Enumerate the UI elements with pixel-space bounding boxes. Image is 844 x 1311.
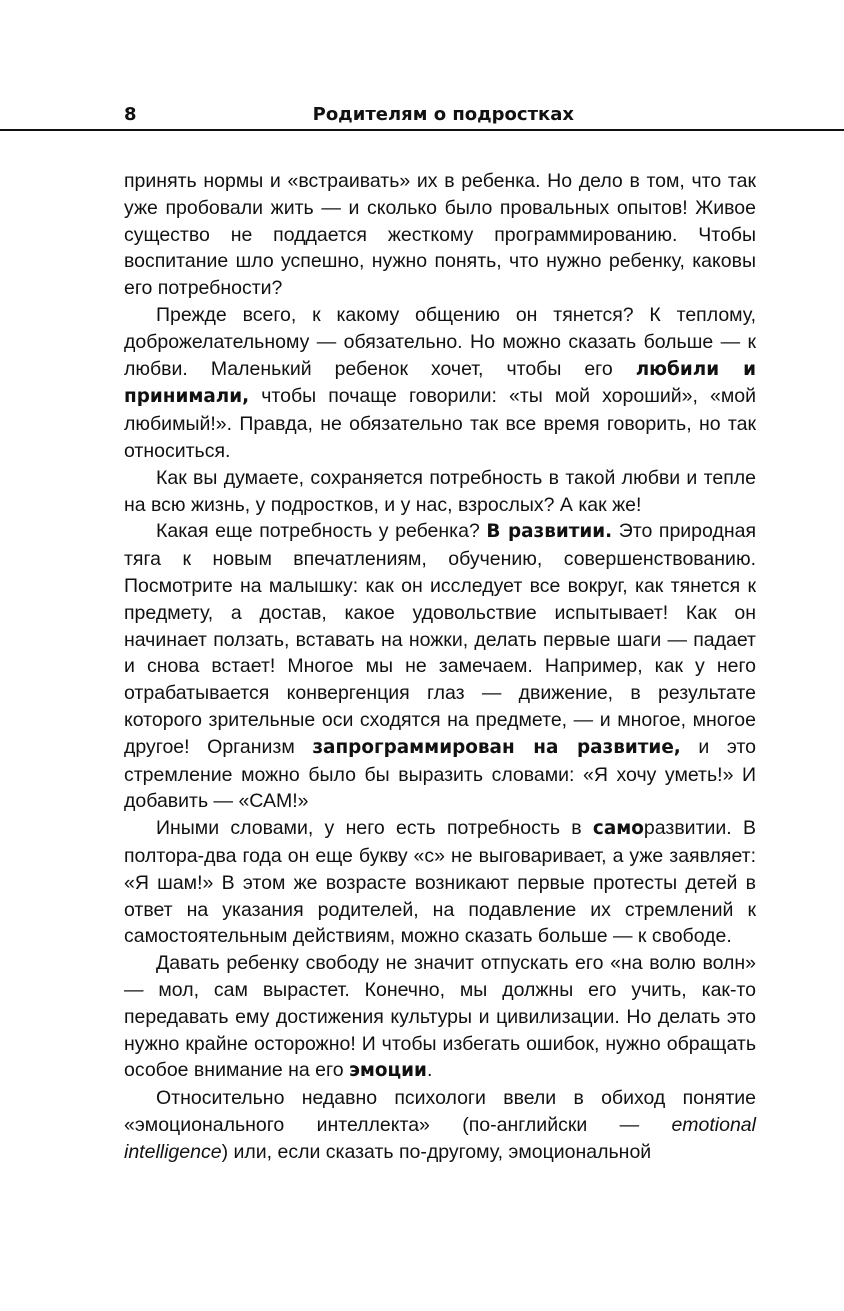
italic-phrase: emotional intelligence	[124, 1113, 756, 1163]
paragraph-text: и это стремление можно было бы выразить словами: «Я хочу уметь!» И добавить — «САМ!»	[124, 735, 757, 813]
paragraph-text: чтобы почаще говорили: «ты мой хороший», «мой любимый!». Правда, не обязательно так все время говорить, но так относиться.	[124, 385, 756, 462]
paragraph-text: Иными словами, у него есть потребность в	[156, 817, 593, 840]
body-text	[124, 168, 756, 1165]
paragraph-4	[124, 518, 756, 815]
paragraph-text: Давать ребенку свободу не значит отпускать его «на волю волн» — мол, сам вырастет. Конечно, мы должны его учить, как-то передавать ему достижения культуры и цивилизации. Но делать это нужно крайне осторожно! И чтобы избегать ошибок, нужно обращать особое внимание на его	[124, 952, 756, 1082]
paragraph-5	[124, 815, 756, 950]
paragraph-text: ) или, если сказать по-другому, эмоциональной	[221, 1140, 652, 1163]
bold-phrase: эмоции	[348, 1060, 427, 1082]
paragraph-7	[124, 1085, 756, 1165]
paragraph-text: Это природная тяга к новым впечатлениям, обучению, совершенствованию. Посмотрите на малышку: как он исследует все вокруг, как тянется к предмету, а достав, какое удовольствие испытывает! Как он начинает ползать, вставать на ножки, делать первые шаги — падает и снова встает! Многое мы не замечаем. Например, как у него отрабатывается конвергенция глаз — движение, в результате которого зрительные оси сходятся на предмете, — и многое, многое другое! Организм	[124, 520, 756, 758]
paragraph-text: Как вы думаете, сохраняется потребность в такой любви и тепле на всю жизнь, у подростков, и у нас, взрослых? А как же!	[124, 466, 756, 516]
page-number: 8	[124, 104, 137, 125]
paragraph-6	[124, 950, 756, 1085]
paragraph-text: Относительно недавно психологи ввели в обиход понятие «эмоционального интеллекта» (по-английски —	[124, 1087, 756, 1136]
bold-phrase: любили и принимали,	[124, 358, 756, 408]
bold-phrase: само	[592, 818, 644, 840]
paragraph-text: .	[426, 1059, 433, 1082]
paragraph-text: Прежде всего, к какому общению он тянется? К теплому, доброжелательному — обязательно. Но можно сказать больше — к любви. Маленький ребенок хочет, чтобы его	[124, 303, 756, 380]
paragraph-text: Какая еще потребность у ребенка?	[156, 520, 487, 543]
bold-phrase: В развитии.	[486, 521, 613, 543]
paragraph-2	[124, 302, 756, 465]
paragraph-3	[124, 465, 756, 519]
header-rule	[0, 129, 844, 131]
paragraph-1	[124, 168, 756, 302]
running-header	[0, 100, 844, 130]
running-title: Родителям о подростках	[312, 104, 574, 125]
bold-phrase: запрограммирован на развитие,	[312, 736, 681, 758]
paragraph-text: развитии. В полтора-два года он еще букву «с» не выговаривает, а уже заявляет: «Я шам!» В этом же возрасте возникают первые протесты детей в ответ на указания родителей, на подавление их стремлений к самостоятельным действиям, можно сказать больше — к свободе.	[124, 817, 756, 948]
paragraph-text: принять нормы и «встраивать» их в ребенка. Но дело в том, что так уже пробовали жить — и сколько было провальных опытов! Живое существо не поддается жесткому программированию. Чтобы воспитание шло успешно, нужно понять, что нужно ребенку, каковы его потребности?	[124, 170, 756, 300]
